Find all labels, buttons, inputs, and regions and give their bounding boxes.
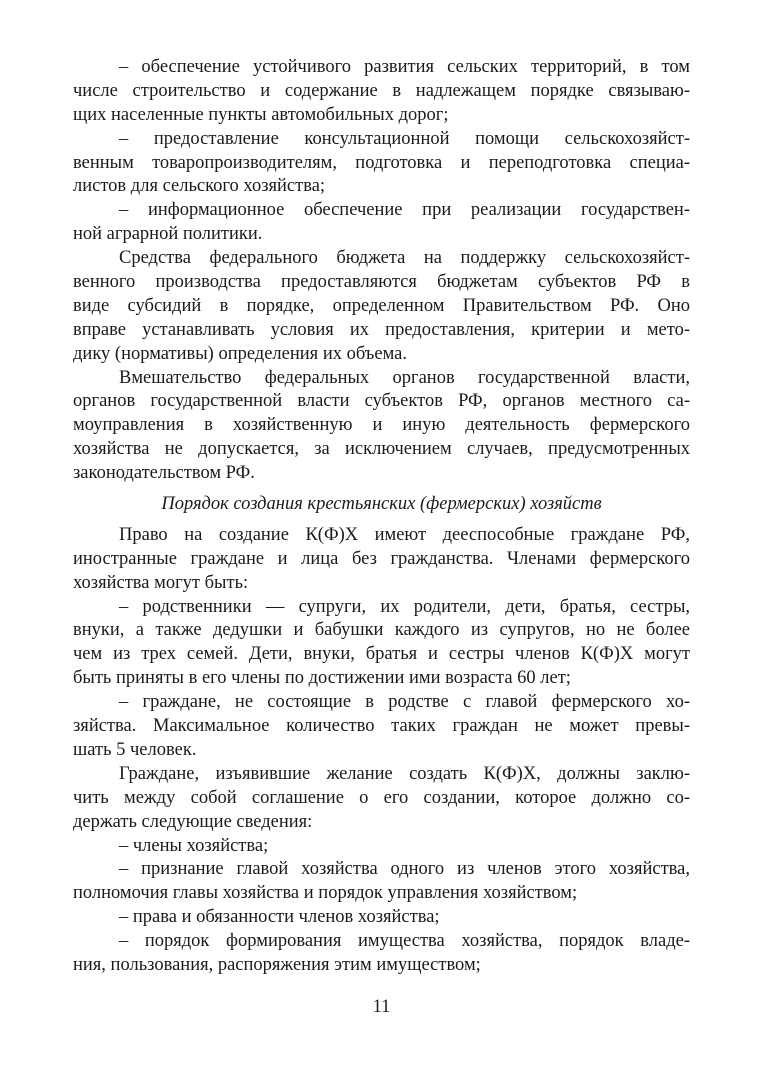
text-line: венным товаропроизводителям, подготовка и переподготовка специа- xyxy=(73,152,690,173)
text-line: – информационное обеспечение при реализации государствен- xyxy=(119,200,690,221)
text-line: венного производства предоставляются бюджетам субъектов РФ в xyxy=(73,272,690,293)
text-line: хозяйства могут быть: xyxy=(73,572,249,593)
text-line: – родственники — супруги, их родители, дети, братья, сестры, xyxy=(119,596,690,617)
text-line: зяйства. Максимальное количество таких граждан не может превы- xyxy=(73,716,690,737)
text-line: Граждане, изъявившие желание создать К(Ф)Х, должны заклю- xyxy=(119,763,690,784)
text-block-after-heading xyxy=(73,524,690,978)
text-line: – права и обязанности членов хозяйства; xyxy=(119,907,440,928)
text-line: Вмешательство федеральных органов государственной власти, xyxy=(119,367,690,388)
text-line: дику (нормативы) определения их объема. xyxy=(73,343,407,364)
text-line: шать 5 человек. xyxy=(73,739,197,760)
text-line: внуки, а также дедушки и бабушки каждого из супругов, но не более xyxy=(73,620,690,641)
text-line: ния, пользования, распоряжения этим имуществом; xyxy=(73,954,481,975)
text-line: вправе устанавливать условия их предоставления, критерии и мето- xyxy=(73,319,690,340)
text-line: чить между собой соглашение о его создании, которое должно со- xyxy=(73,787,690,808)
text-line: законодательством РФ. xyxy=(73,463,255,484)
text-line: – признание главой хозяйства одного из членов этого хозяйства, xyxy=(119,859,690,880)
section-heading: Порядок создания крестьянских (фермерских) хозяйств xyxy=(161,494,602,515)
text-line: чем из трех семей. Дети, внуки, братья и сестры членов К(Ф)Х могут xyxy=(73,644,690,665)
page-body xyxy=(73,56,690,978)
text-line: Право на создание К(Ф)Х имеют дееспособные граждане РФ, xyxy=(119,524,690,545)
text-line: быть приняты в его члены по достижении ими возраста 60 лет; xyxy=(73,668,571,689)
text-line: держать следующие сведения: xyxy=(73,811,313,832)
text-line: – предоставление консультационной помощи сельскохозяйст- xyxy=(119,128,690,149)
text-line: – члены хозяйства; xyxy=(119,835,269,856)
text-line: числе строительство и содержание в надлежащем порядке связываю- xyxy=(73,80,690,101)
text-line: – обеспечение устойчивого развития сельских территорий, в том xyxy=(119,57,690,77)
text-line: ной аграрной политики. xyxy=(73,224,263,245)
text-line: Средства федерального бюджета на поддержку сельскохозяйст- xyxy=(119,248,690,269)
page-number: 11 xyxy=(372,997,391,1017)
text-line: виде субсидий в порядке, определенном Правительством РФ. Оно xyxy=(73,295,690,316)
text-line: иностранные граждане и лица без гражданства. Членами фермерского xyxy=(73,548,690,569)
text-line: – граждане, не состоящие в родстве с главой фермерского хо- xyxy=(119,692,690,713)
text-line: моуправления в хозяйственную и иную деятельность фермерского xyxy=(73,415,690,436)
text-line: хозяйства не допускается, за исключением случаев, предусмотренных xyxy=(73,439,690,460)
text-line: – порядок формирования имущества хозяйства, порядок владе- xyxy=(119,931,690,952)
text-line: листов для сельского хозяйства; xyxy=(73,176,326,197)
text-line: органов государственной власти субъектов РФ, органов местного са- xyxy=(73,391,690,412)
text-block-before-heading xyxy=(73,56,690,486)
text-line: полномочия главы хозяйства и порядок управления хозяйством; xyxy=(73,883,578,904)
text-line: щих населенные пункты автомобильных дорог; xyxy=(73,104,449,125)
